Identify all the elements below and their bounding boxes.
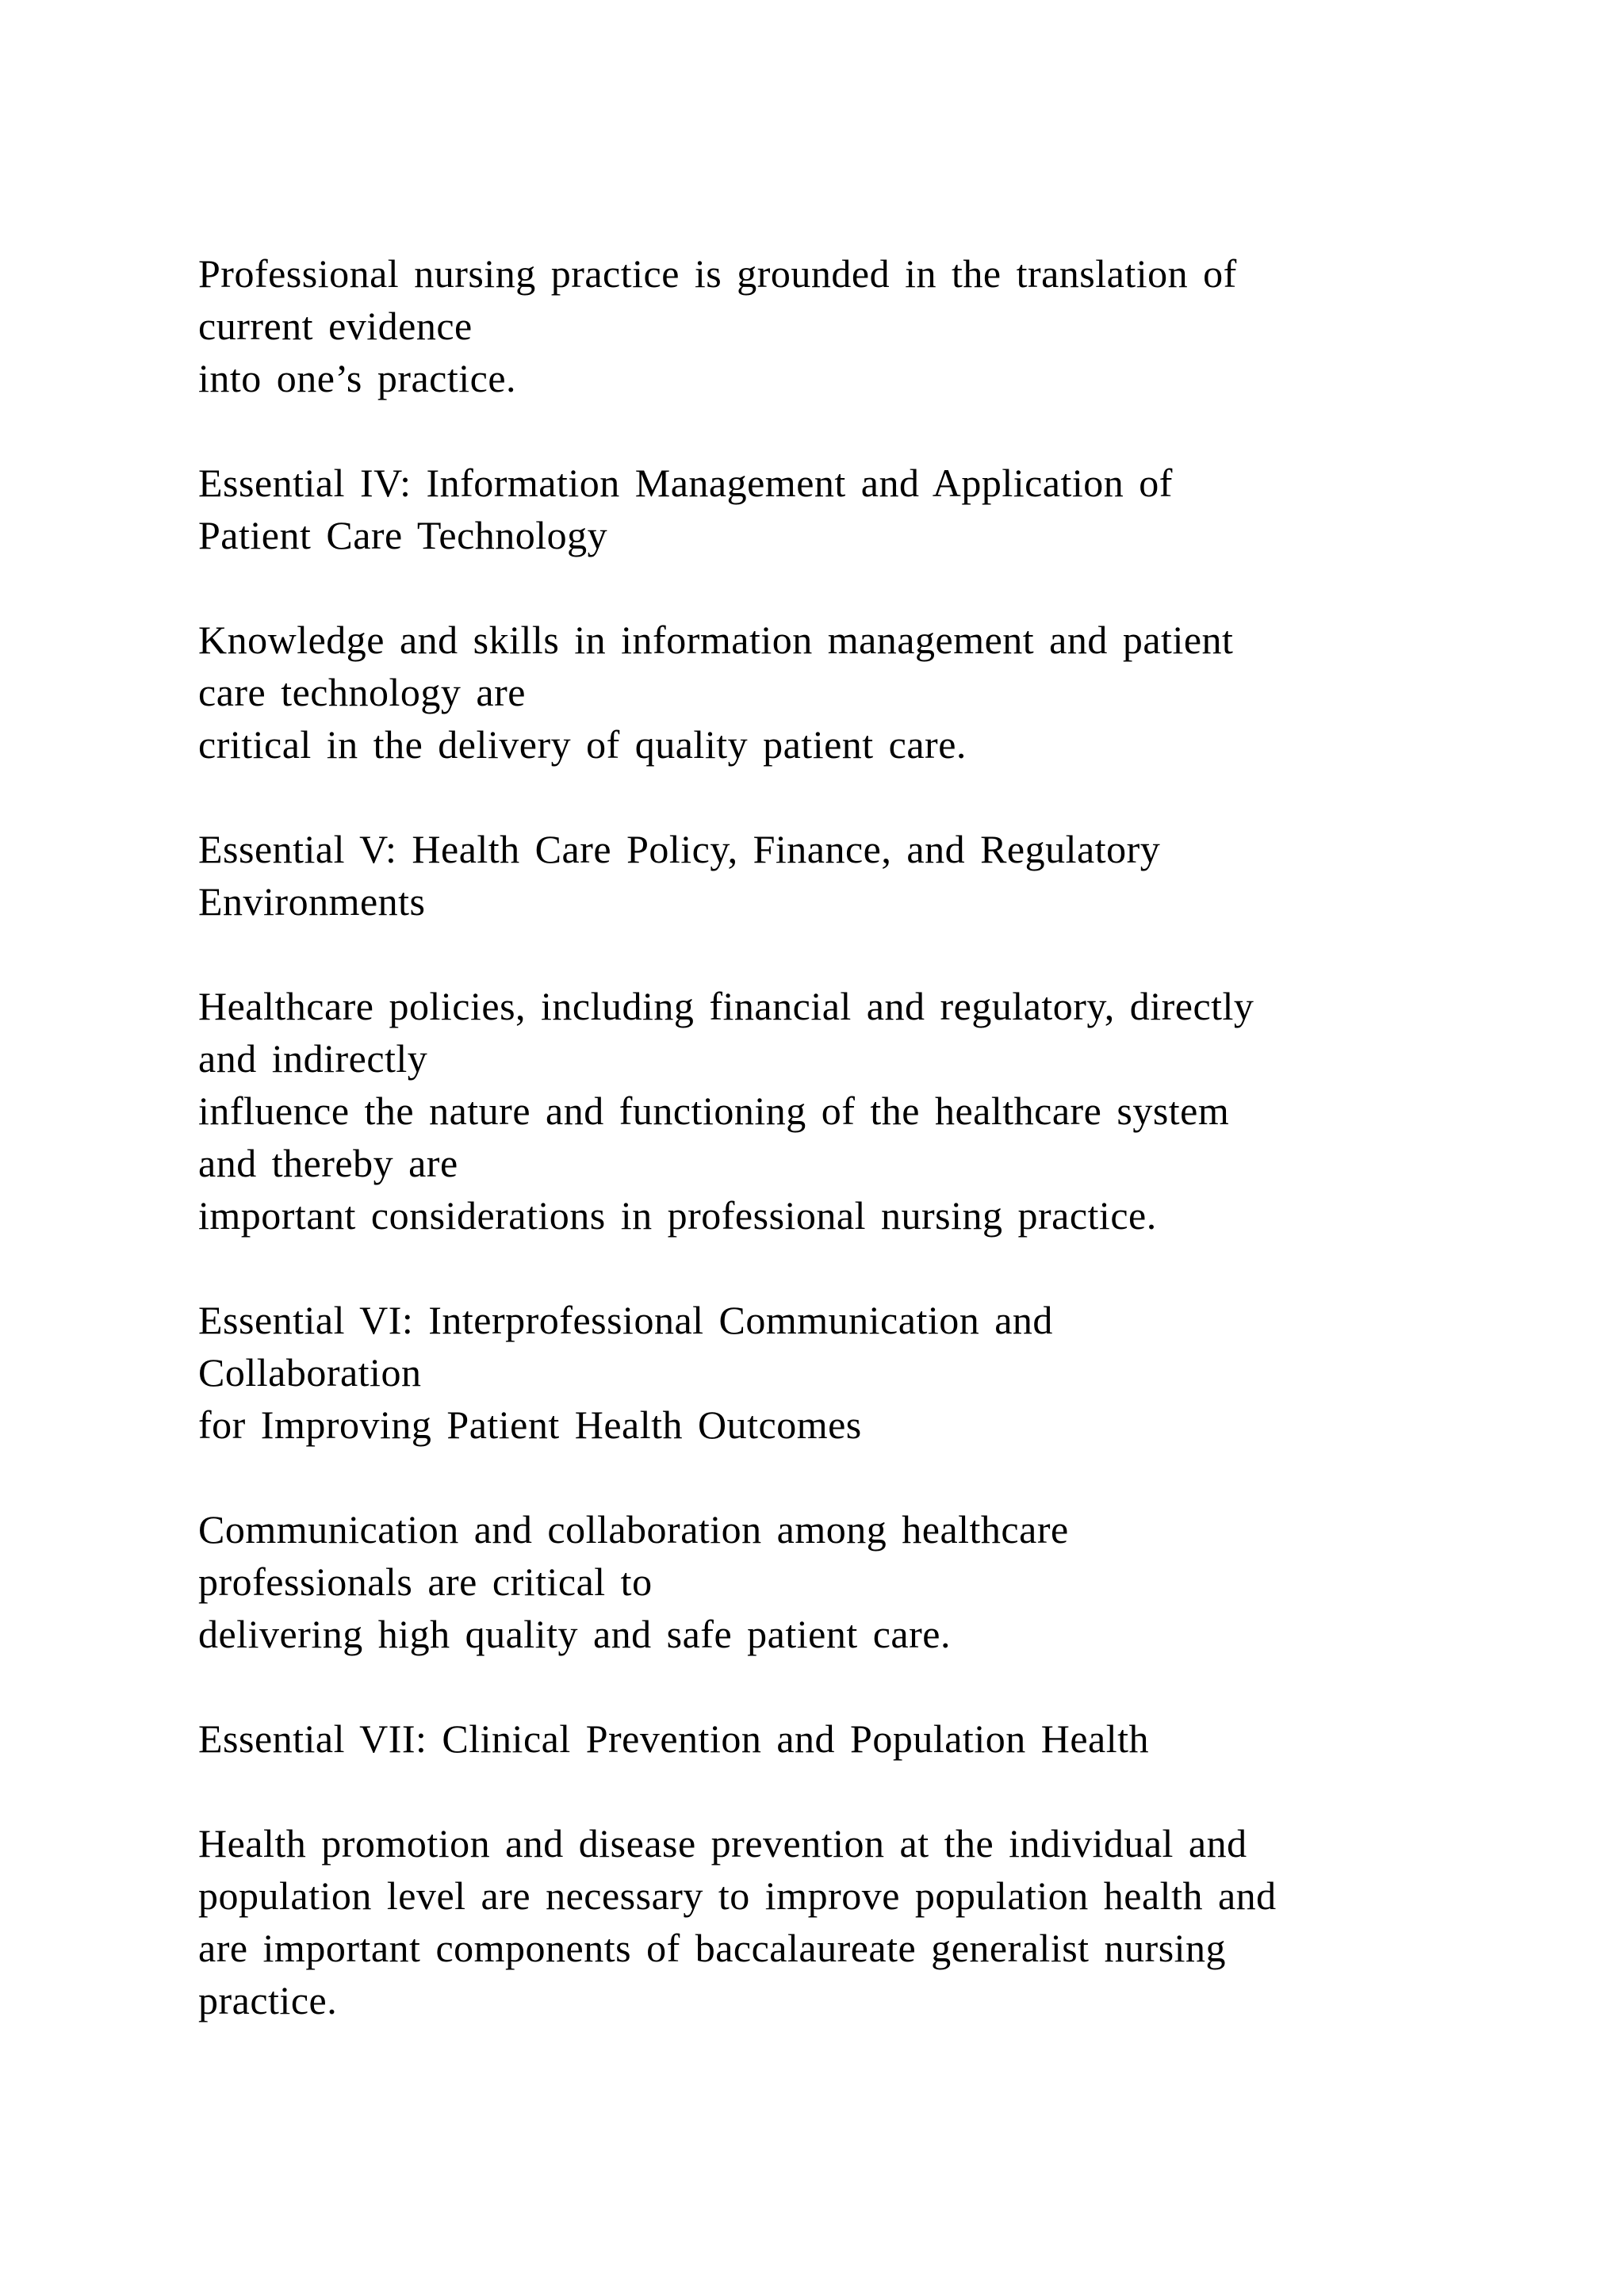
paragraph-essential-vii [198, 1817, 1546, 2026]
text-line: delivering high quality and safe patient care. [198, 1612, 951, 1656]
paragraph-essential-iv [198, 614, 1546, 771]
text-line: care technology are [198, 670, 526, 714]
heading-essential-v [198, 823, 1546, 928]
heading-line: for Improving Patient Health Outcomes [198, 1402, 862, 1447]
heading-essential-vi [198, 1294, 1546, 1451]
text-line: into one’s practice. [198, 356, 517, 400]
text-line: Professional nursing practice is grounded in the translation of [198, 251, 1237, 296]
paragraph-evidence-intro [198, 247, 1546, 404]
text-line: and thereby are [198, 1141, 458, 1185]
heading-essential-iv [198, 457, 1546, 561]
heading-line: Essential VI: Interprofessional Communication and [198, 1298, 1053, 1342]
text-line: Knowledge and skills in information management and patient [198, 618, 1234, 662]
text-line: and indirectly [198, 1036, 428, 1081]
text-line: critical in the delivery of quality patient care. [198, 722, 967, 767]
text-line: current evidence [198, 304, 473, 348]
text-line: Health promotion and disease prevention at the individual and [198, 1821, 1247, 1866]
heading-line: Patient Care Technology [198, 513, 608, 557]
text-line: important considerations in professional nursing practice. [198, 1193, 1157, 1238]
heading-line: Environments [198, 879, 426, 924]
text-line: influence the nature and functioning of the healthcare system [198, 1089, 1230, 1133]
document-body [198, 247, 1546, 2079]
heading-line: Essential VII: Clinical Prevention and Population Health [198, 1716, 1149, 1761]
heading-line: Essential IV: Information Management and Application of [198, 461, 1173, 505]
text-line: professionals are critical to [198, 1559, 653, 1604]
heading-essential-vii [198, 1712, 1546, 1765]
heading-line: Essential V: Health Care Policy, Finance, and Regulatory [198, 827, 1161, 871]
paragraph-essential-v [198, 980, 1546, 1242]
heading-line: Collaboration [198, 1350, 422, 1395]
text-line: Communication and collaboration among healthcare [198, 1507, 1069, 1552]
text-line: practice. [198, 1978, 338, 2022]
paragraph-essential-vi [198, 1503, 1546, 1660]
text-line: are important components of baccalaureate generalist nursing [198, 1926, 1227, 1970]
text-line: Healthcare policies, including financial and regulatory, directly [198, 984, 1254, 1028]
text-line: population level are necessary to improve population health and [198, 1873, 1277, 1918]
